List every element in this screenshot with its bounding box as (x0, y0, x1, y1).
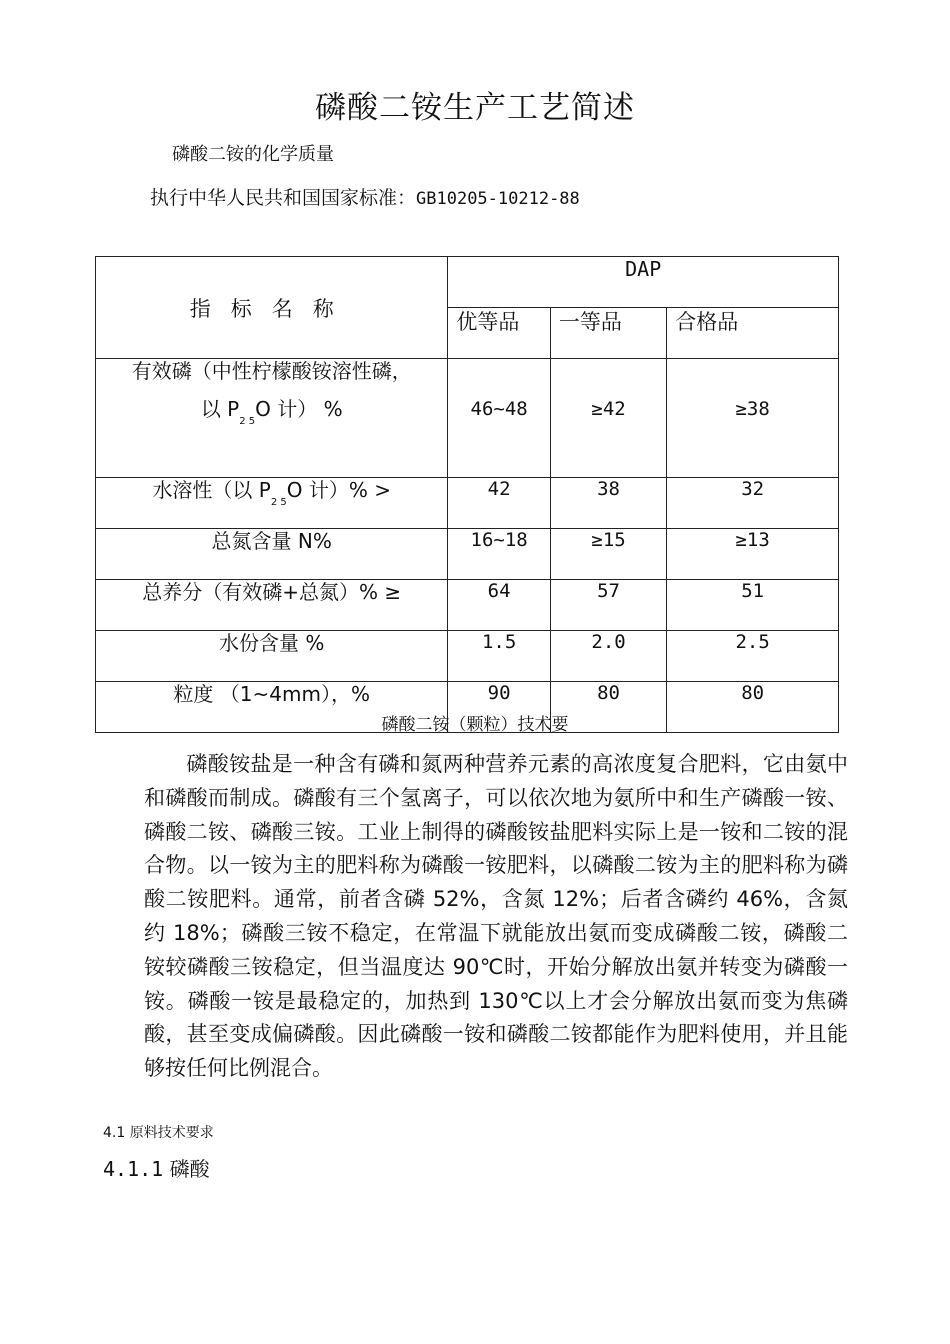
row-value: 2.0 (550, 631, 666, 682)
spec-table (95, 256, 839, 733)
row-value: 16~18 (448, 529, 550, 580)
header-group-text: DAP (625, 257, 662, 281)
table-row (96, 631, 839, 682)
standard-label: 执行中华人民共和国国家标准： (150, 187, 417, 209)
row-value: 57 (550, 580, 666, 631)
row-value: 90 (448, 682, 550, 733)
row-label: 水溶性（以 $P_{2 5}O$ 计）% > (96, 478, 448, 529)
section-heading: 4.1 原料技术要求 (103, 1125, 214, 1141)
table-row (96, 580, 839, 631)
row-value: 46~48 (448, 359, 550, 478)
row-value: 2.5 (667, 631, 839, 682)
row-label: 总养分（有效磷+总氮）% ≥ (96, 580, 448, 631)
row-label: 有效磷（中性柠檬酸铵溶性磷， 以 $P_{2 5}O$ 计） % (96, 359, 448, 478)
row-value: 51 (667, 580, 839, 631)
row-value: 1.5 (448, 631, 550, 682)
subsection-heading: 4.1.1 磷酸 (103, 1157, 210, 1181)
row-value: 80 (667, 682, 839, 733)
row-value: ≥42 (550, 359, 666, 478)
row-value: 42 (448, 478, 550, 529)
row-value: 38 (550, 478, 666, 529)
row-value: ≥38 (667, 359, 839, 478)
table-caption: 磷酸二铵（颗粒）技术要 (381, 715, 569, 735)
table-row (96, 478, 839, 529)
row-value: 80 (550, 682, 666, 733)
standard-code: GB10205-10212-88 (416, 189, 580, 209)
grade-premium: 优等品 (448, 308, 550, 359)
header-group (448, 257, 839, 308)
header-name: 指标名称 (96, 257, 448, 359)
grade-first: 一等品 (550, 308, 666, 359)
subtitle: 磷酸二铵的化学质量 (172, 144, 334, 165)
document-title: 磷酸二铵生产工艺简述 (315, 90, 635, 126)
row-label: 水份含量 % (96, 631, 448, 682)
row-label: 粒度 （1~4mm），% (96, 682, 448, 733)
table-row (96, 359, 839, 478)
row-label: 总氮含量 N% (96, 529, 448, 580)
row-value: 32 (667, 478, 839, 529)
row-value: ≥13 (667, 529, 839, 580)
grade-qualified: 合格品 (667, 308, 839, 359)
table-row (96, 529, 839, 580)
row-value: 64 (448, 580, 550, 631)
row-value: ≥15 (550, 529, 666, 580)
standard-line (150, 183, 580, 210)
body-paragraph: 磷酸铵盐是一种含有磷和氮两种营养元素的高浓度复合肥料，它由氨中和磷酸而制成。磷酸有三个氢离子，可以依次地为氨所中和生产磷酸一铵、磷酸二铵、磷酸三铵。工业上制得的磷酸铵盐肥料实际上是一铵和二铵的混合物。以一铵为主的肥料称为磷酸一铵肥料，以磷酸二铵为主的肥料称为磷酸二铵肥料。通常，前者含磷 52%，含氮 12%；后者含磷约 46%，含氮约 18%；磷酸三铵不稳定，在常温下就能放出氨而变成磷酸二铵，磷酸二铵较磷酸三铵稳定，但当温度达 90℃时，开始分解放出氨并转变为磷酸一铵。磷酸一铵是最稳定的，加热到 130℃以上才会分解放出氨而变为焦磷酸，甚至变成偏磷酸。因此磷酸一铵和磷酸二铵都能作为肥料使用，并且能够按任何比例混合。 (144, 752, 848, 1081)
